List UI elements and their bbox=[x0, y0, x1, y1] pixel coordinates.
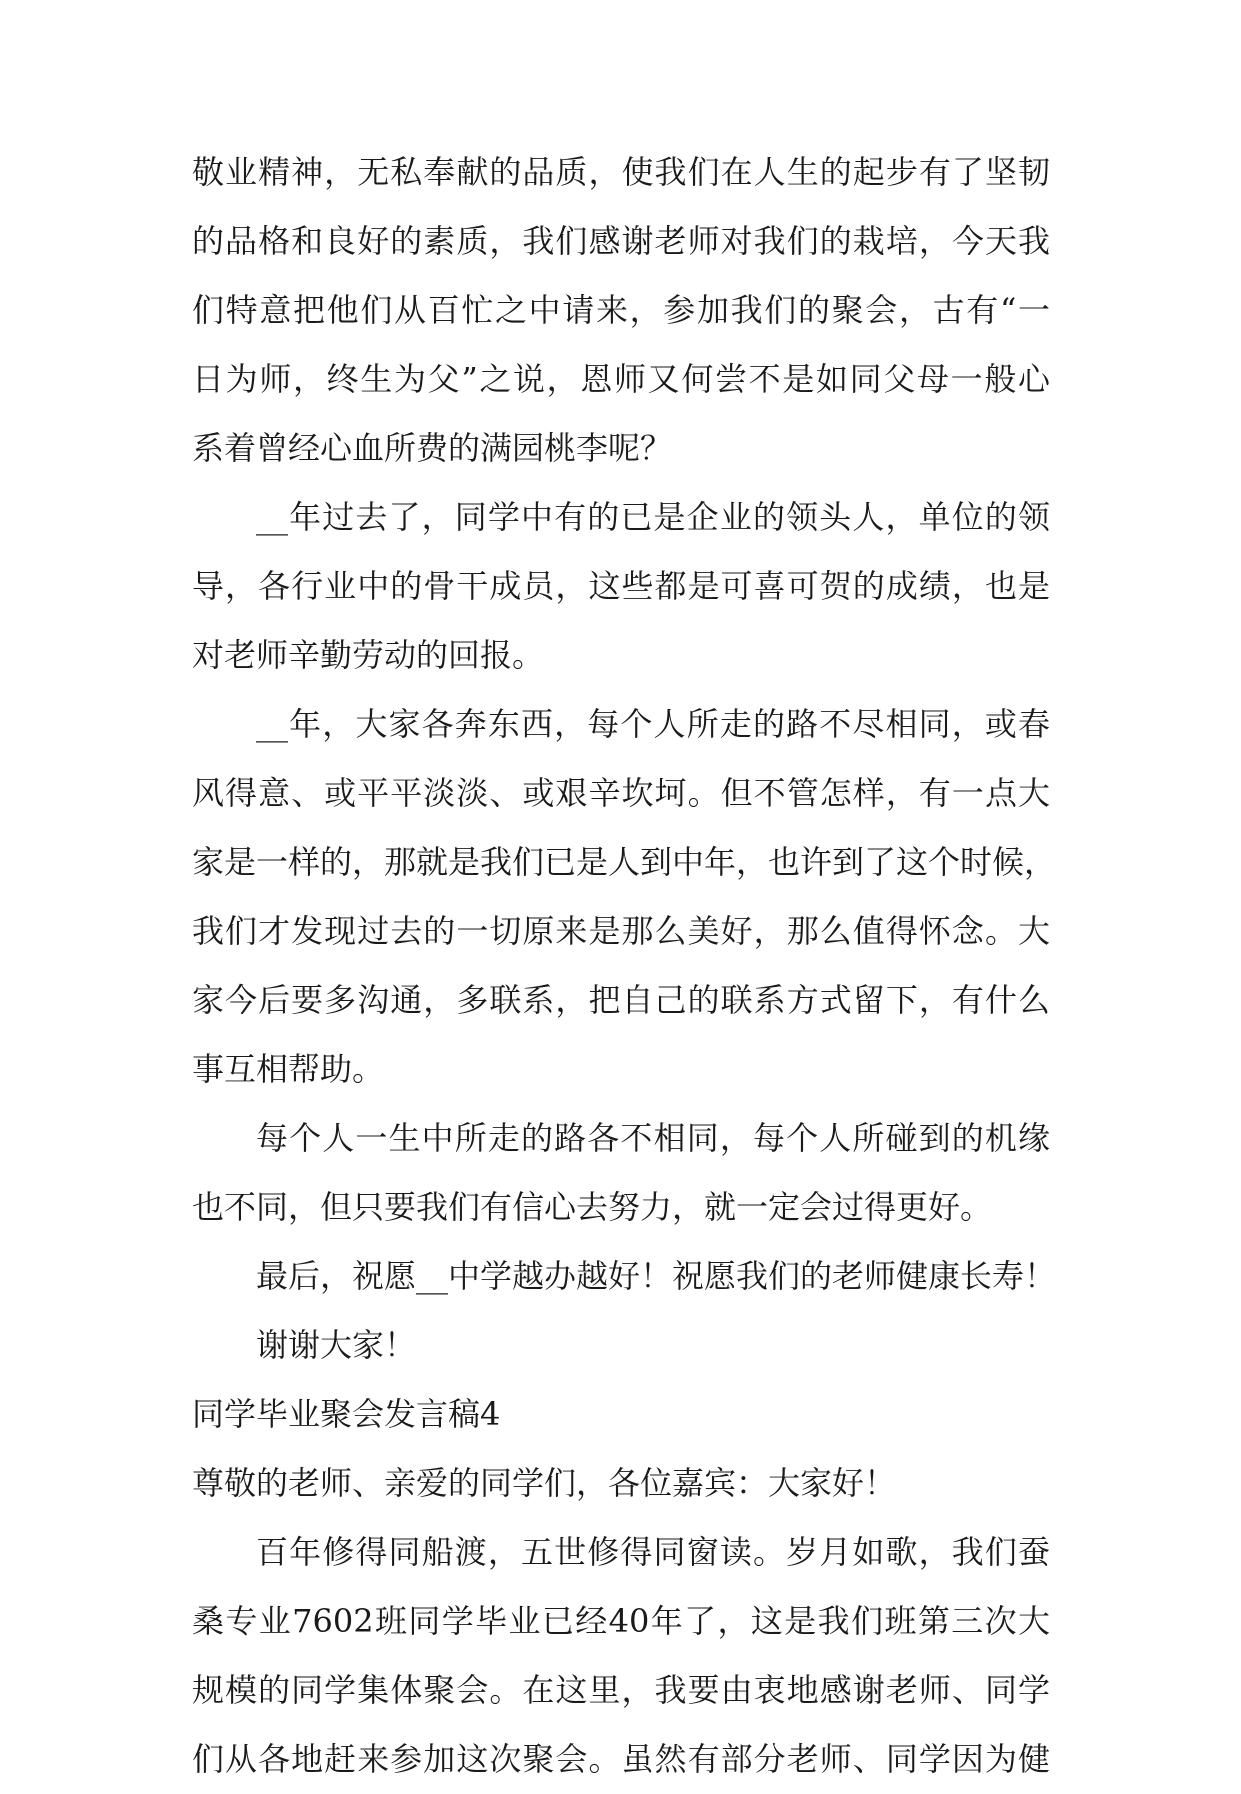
paragraph-line: __年，大家各奔东西，每个人所走的路不尽相同，或春 bbox=[256, 705, 1050, 743]
paragraph-line: 每个人一生中所走的路各不相同，每个人所碰到的机缘 bbox=[256, 1119, 1050, 1157]
paragraph-line: 我们才发现过去的一切原来是那么美好，那么值得怀念。大 bbox=[192, 912, 1050, 950]
paragraph-line: 敬业精神，无私奉献的品质，使我们在人生的起步有了坚韧 bbox=[192, 153, 1050, 191]
paragraph-line: 规模的同学集体聚会。在这里，我要由衷地感谢老师、同学 bbox=[192, 1671, 1050, 1709]
section-heading: 同学毕业聚会发言稿4 bbox=[192, 1395, 501, 1433]
paragraph-line: 谢谢大家！ bbox=[256, 1326, 417, 1364]
paragraph-line: 风得意、或平平淡淡、或艰辛坎坷。但不管怎样，有一点大 bbox=[192, 774, 1050, 812]
paragraph-line: 百年修得同船渡，五世修得同窗读。岁月如歌，我们蚕 bbox=[256, 1533, 1050, 1571]
paragraph-line: 们从各地赶来参加这次聚会。虽然有部分老师、同学因为健 bbox=[192, 1740, 1050, 1778]
paragraph-line: 事互相帮助。 bbox=[192, 1050, 385, 1088]
paragraph-line: __年过去了，同学中有的已是企业的领头人，单位的领 bbox=[256, 498, 1050, 536]
paragraph-line: 日为师，终生为父”之说，恩师又何尝不是如同父母一般心 bbox=[192, 360, 1050, 398]
paragraph-line: 导，各行业中的骨干成员，这些都是可喜可贺的成绩，也是 bbox=[192, 567, 1050, 605]
paragraph-line: 桑专业7602班同学毕业已经40年了，这是我们班第三次大 bbox=[192, 1602, 1050, 1640]
paragraph-line: 最后，祝愿__中学越办越好！祝愿我们的老师健康长寿！ bbox=[256, 1257, 1057, 1295]
paragraph-line: 对老师辛勤劳动的回报。 bbox=[192, 636, 545, 674]
paragraph-line: 系着曾经心血所费的满园桃李呢？ bbox=[192, 429, 673, 467]
salutation: 尊敬的老师、亲爱的同学们，各位嘉宾：大家好！ bbox=[192, 1464, 897, 1502]
paragraph-line: 的品格和良好的素质，我们感谢老师对我们的栽培，今天我 bbox=[192, 222, 1050, 260]
paragraph-line: 也不同，但只要我们有信心去努力，就一定会过得更好。 bbox=[192, 1188, 993, 1226]
paragraph-line: 们特意把他们从百忙之中请来，参加我们的聚会，古有“一 bbox=[192, 291, 1050, 329]
paragraph-line: 家今后要多沟通，多联系，把自己的联系方式留下，有什么 bbox=[192, 981, 1050, 1019]
document-page bbox=[192, 138, 1057, 1794]
paragraph-line: 家是一样的，那就是我们已是人到中年，也许到了这个时候， bbox=[192, 843, 1057, 881]
